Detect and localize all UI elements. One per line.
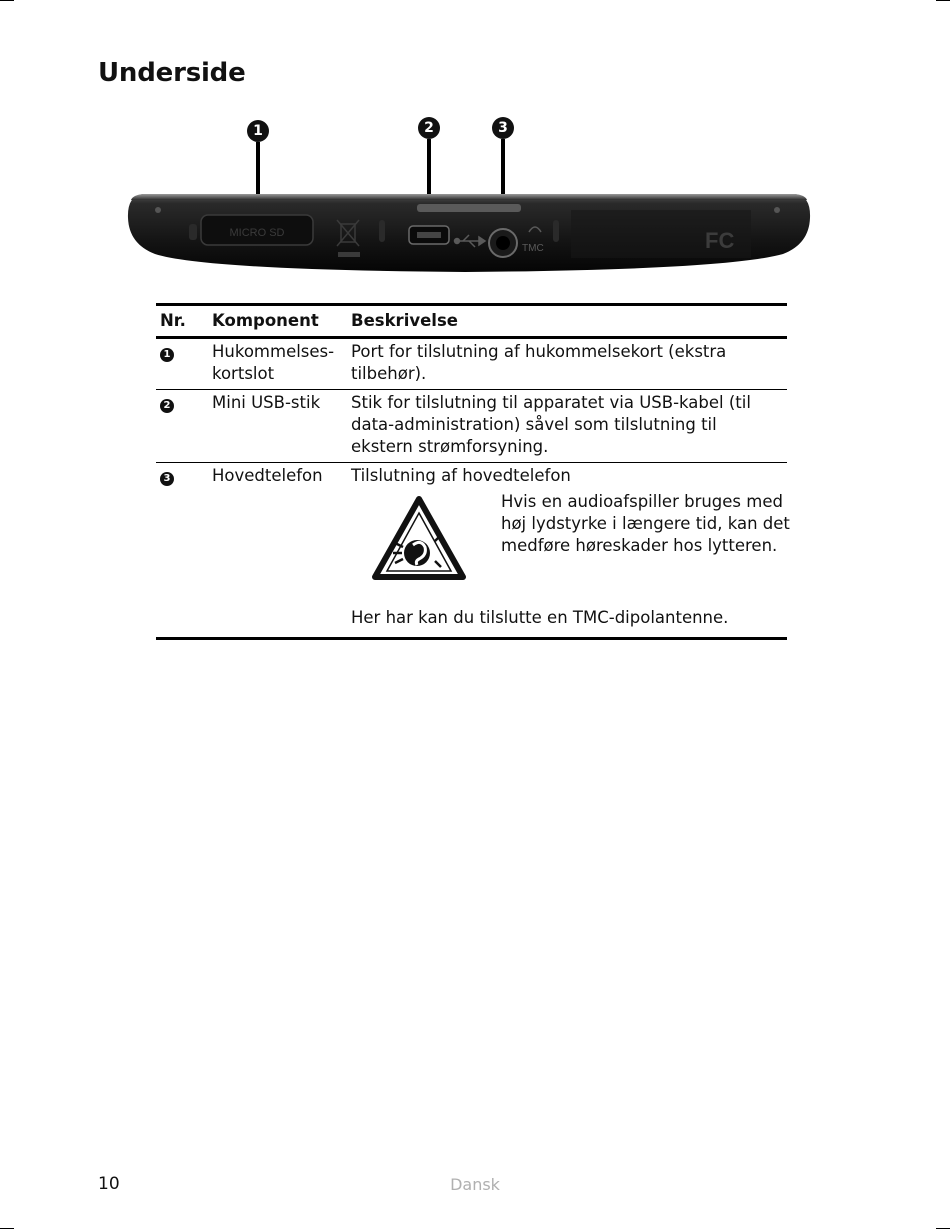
row-nr-cell [156, 338, 208, 390]
warning-text: Hvis en audioafspiller bruges med høj lydstyrke i længere tid, kan det medføre høreskader hos lytteren. [501, 492, 790, 555]
row-description: Port for tilslutning af hukommelsekort (ekstra tilbehør). [351, 342, 727, 383]
header-nr: Nr. [160, 311, 186, 330]
hearing-warning-icon [371, 495, 467, 581]
page-heading: Underside [98, 58, 246, 88]
device-underside-illustration [125, 188, 813, 278]
header-description: Beskrivelse [351, 311, 458, 330]
tmc-note: Her har kan du tilslutte en TMC-dipolantenne. [351, 608, 729, 627]
row-component: Hovedtelefon [212, 466, 323, 485]
weee-bar [338, 252, 360, 257]
tmc-label: TMC [522, 243, 544, 254]
callout-3: 3 [492, 117, 514, 139]
footer-language: Dansk [450, 1175, 500, 1194]
row-number-badge: 1 [160, 348, 174, 362]
screw-left [155, 207, 161, 213]
row-nr-cell [156, 390, 208, 463]
headphone-jack-hole [496, 236, 510, 250]
table-row [156, 463, 787, 639]
row-description-cell [347, 463, 790, 639]
warning-block [351, 491, 790, 593]
page-number: 10 [98, 1174, 120, 1194]
row-nr-cell [156, 463, 208, 639]
microsd-slot-notch [189, 224, 197, 240]
header-component: Komponent [212, 311, 319, 330]
callout-2: 2 [418, 117, 440, 139]
table-header-row [156, 305, 787, 338]
screw-right [774, 207, 780, 213]
callout-1: 1 [247, 120, 269, 142]
fcc-logo: FC [705, 228, 735, 253]
vent-slot-right [553, 220, 559, 242]
table-row [156, 390, 787, 463]
row-description: Tilslutning af hovedtelefon [351, 466, 571, 485]
row-component: Mini USB-stik [212, 393, 321, 412]
microsd-label: MICRO SD [229, 227, 285, 239]
bottom-groove [417, 204, 521, 212]
vent-slot-left [379, 220, 385, 242]
mini-usb-inner [417, 232, 441, 238]
crop-mark-top-left [0, 0, 14, 1]
crop-mark-top-right [936, 0, 950, 1]
row-number-badge: 2 [160, 399, 174, 413]
device-top-edge [131, 194, 807, 200]
row-description: Stik for tilslutning til apparatet via USB-kabel (til data-administration) såvel som tilslutning til ekstern strømforsyning. [351, 393, 751, 456]
weee-bin-icon [337, 220, 359, 246]
table-row [156, 338, 787, 390]
components-table [156, 303, 790, 640]
row-component: Hukommelses- kortslot [212, 342, 335, 383]
row-number-badge: 3 [160, 472, 174, 486]
